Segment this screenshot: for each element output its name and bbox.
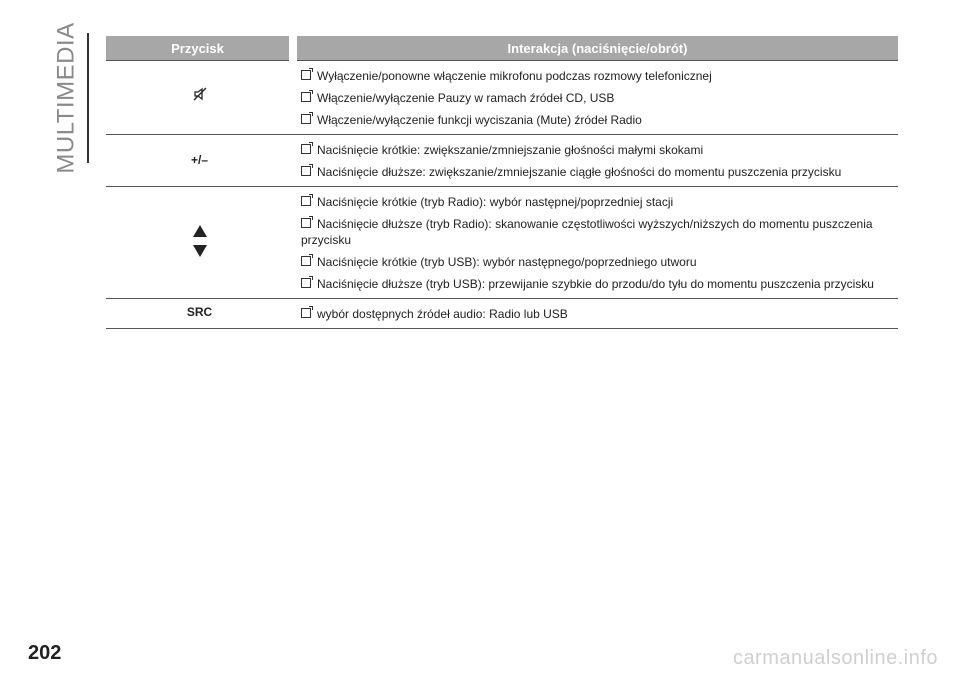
- watermark: carmanualsonline.info: [732, 647, 938, 669]
- interaction-cell: [293, 187, 898, 299]
- checkbox-bullet-icon: [301, 256, 311, 266]
- button-cell: [106, 61, 293, 135]
- list-item: wybór dostępnych źródeł audio: Radio lub USB: [301, 306, 898, 322]
- table-header-row: [106, 36, 898, 61]
- list-item: Naciśnięcie krótkie: zwiększanie/zmniejszanie głośności małymi skokami: [301, 142, 898, 158]
- checkbox-bullet-icon: [301, 196, 311, 206]
- interaction-cell: [293, 61, 898, 135]
- src-button-label: SRC: [186, 305, 213, 319]
- list-item: Wyłączenie/ponowne włączenie mikrofonu podczas rozmowy telefonicznej: [301, 68, 898, 84]
- list-item: Naciśnięcie krótkie (tryb USB): wybór następnego/poprzedniego utworu: [301, 254, 898, 270]
- checkbox-bullet-icon: [301, 218, 311, 228]
- checkbox-bullet-icon: [301, 92, 311, 102]
- section-rule: [87, 33, 89, 163]
- list-item: Włączenie/wyłączenie funkcji wyciszania (Mute) źródeł Radio: [301, 112, 898, 128]
- table-row: [106, 299, 898, 329]
- checkbox-bullet-icon: [301, 166, 311, 176]
- table-row: [106, 187, 898, 299]
- button-cell: [106, 299, 293, 329]
- list-item: Włączenie/wyłączenie Pauzy w ramach źródeł CD, USB: [301, 90, 898, 106]
- page-number: 202: [28, 642, 62, 664]
- checkbox-bullet-icon: [301, 70, 311, 80]
- header-button: Przycisk: [106, 36, 293, 61]
- table-row: [106, 135, 898, 187]
- interaction-cell: [293, 299, 898, 329]
- arrow-down-icon: [193, 245, 207, 257]
- mute-speaker-icon: [193, 87, 207, 104]
- checkbox-bullet-icon: [301, 278, 311, 288]
- up-down-arrows-icon: [106, 225, 293, 257]
- section-title: [52, 22, 82, 174]
- controls-table: [106, 36, 898, 329]
- header-interaction: Interakcja (naciśnięcie/obrót): [293, 36, 898, 61]
- list-item: Naciśnięcie dłuższe (tryb Radio): skanowanie częstotliwości wyższych/niższych do momentu puszczenia przycisku: [301, 217, 873, 247]
- arrow-up-icon: [193, 225, 207, 237]
- list-item: Naciśnięcie krótkie (tryb Radio): wybór następnej/poprzedniej stacji: [301, 194, 898, 210]
- table-row: [106, 61, 898, 135]
- volume-button-label: +/–: [190, 153, 208, 167]
- checkbox-bullet-icon: [301, 308, 311, 318]
- checkbox-bullet-icon: [301, 114, 311, 124]
- list-item: Naciśnięcie dłuższe (tryb USB): przewijanie szybkie do przodu/do tyłu do momentu puszczenia przycisku: [301, 276, 898, 292]
- section-title-text: MULTIMEDIA: [53, 22, 81, 174]
- checkbox-bullet-icon: [301, 144, 311, 154]
- interaction-cell: [293, 135, 898, 187]
- list-item: Naciśnięcie dłuższe: zwiększanie/zmniejszanie ciągłe głośności do momentu puszczenia przycisku: [301, 164, 898, 180]
- button-cell: [106, 135, 293, 187]
- button-cell: [106, 187, 293, 299]
